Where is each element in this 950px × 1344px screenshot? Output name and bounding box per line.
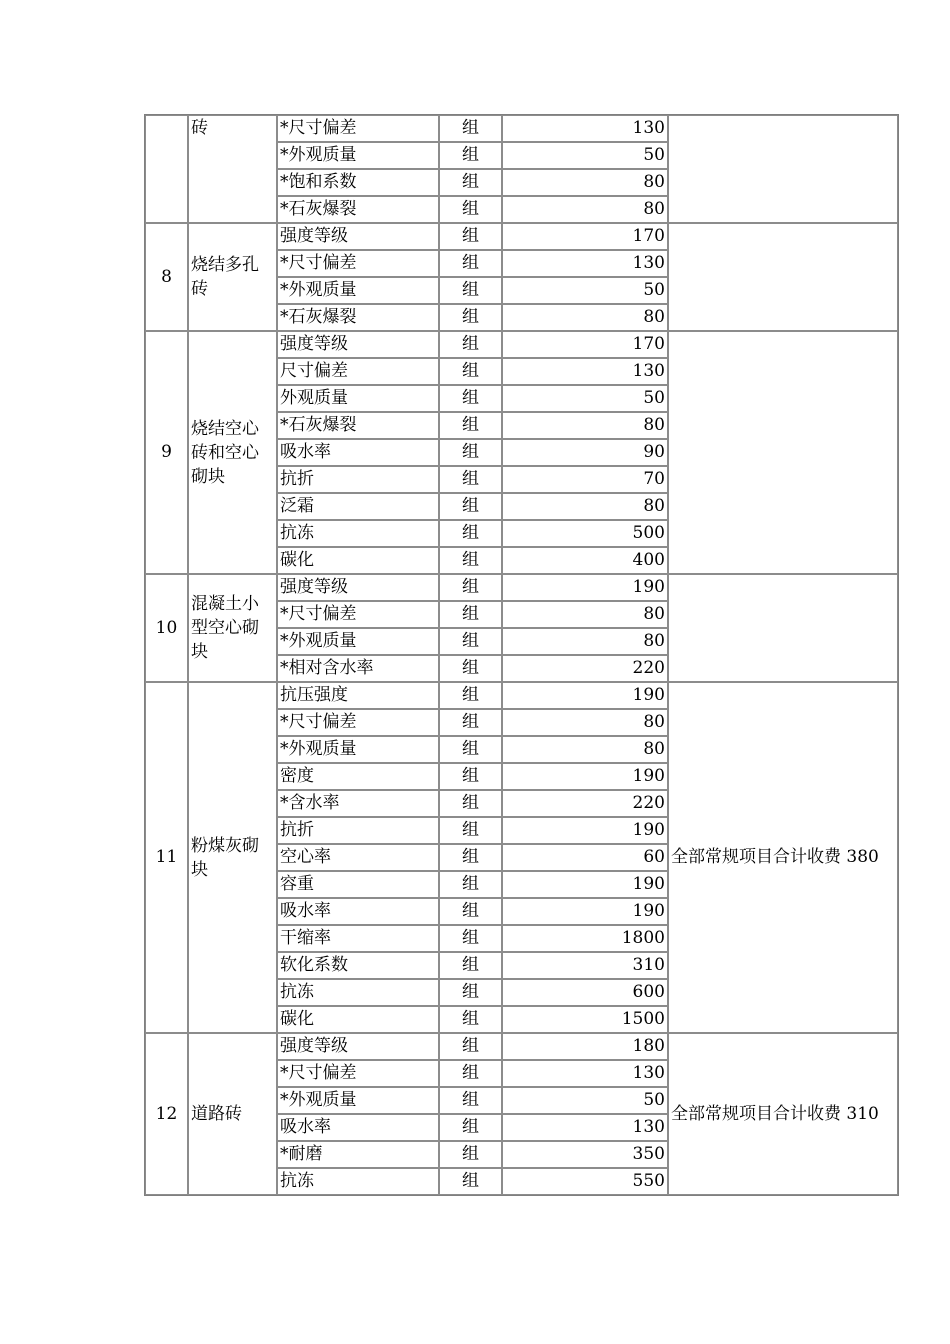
fee: 190 [502,871,668,898]
fee: 50 [502,385,668,412]
unit: 组 [439,412,502,439]
table-row [145,331,898,358]
fee: 350 [502,1141,668,1168]
fee: 80 [502,169,668,196]
test-item: *尺寸偏差 [277,250,439,277]
product-name: 烧结多孔砖 [188,223,277,331]
fee: 170 [502,331,668,358]
unit: 组 [439,871,502,898]
test-item: 抗折 [277,466,439,493]
unit: 组 [439,547,502,574]
table-row [145,1033,898,1060]
fee: 190 [502,574,668,601]
test-item: *石灰爆裂 [277,196,439,223]
remark [668,223,898,331]
unit: 组 [439,817,502,844]
fee: 130 [502,358,668,385]
fee: 190 [502,817,668,844]
remark: 全部常规项目合计收费 310 [668,1033,898,1195]
table-row [145,574,898,601]
test-item: *尺寸偏差 [277,1060,439,1087]
test-item: *石灰爆裂 [277,412,439,439]
group-number: 12 [145,1033,188,1195]
testing-fee-table [144,114,899,1196]
test-item: *相对含水率 [277,655,439,682]
fee: 130 [502,1060,668,1087]
unit: 组 [439,1033,502,1060]
unit: 组 [439,358,502,385]
unit: 组 [439,1114,502,1141]
fee: 400 [502,547,668,574]
fee: 220 [502,790,668,817]
test-item: 抗冻 [277,979,439,1006]
test-item: *外观质量 [277,628,439,655]
test-item: 尺寸偏差 [277,358,439,385]
unit: 组 [439,520,502,547]
test-item: *耐磨 [277,1141,439,1168]
fee: 80 [502,709,668,736]
unit: 组 [439,574,502,601]
test-item: 碳化 [277,547,439,574]
test-item: 泛霜 [277,493,439,520]
fee: 80 [502,493,668,520]
unit: 组 [439,1006,502,1033]
test-item: 强度等级 [277,1033,439,1060]
group-number: 9 [145,331,188,574]
unit: 组 [439,709,502,736]
test-item: *外观质量 [277,277,439,304]
unit: 组 [439,196,502,223]
unit: 组 [439,439,502,466]
unit: 组 [439,601,502,628]
unit: 组 [439,250,502,277]
test-item: 吸水率 [277,898,439,925]
table-row [145,682,898,709]
unit: 组 [439,385,502,412]
test-item: 软化系数 [277,952,439,979]
fee: 1500 [502,1006,668,1033]
fee: 80 [502,601,668,628]
test-item: *外观质量 [277,736,439,763]
test-item: *石灰爆裂 [277,304,439,331]
unit: 组 [439,142,502,169]
test-item: 强度等级 [277,331,439,358]
unit: 组 [439,979,502,1006]
unit: 组 [439,1060,502,1087]
test-item: 强度等级 [277,574,439,601]
remark: 全部常规项目合计收费 380 [668,682,898,1033]
fee: 60 [502,844,668,871]
product-name: 砖 [188,115,277,223]
fee: 130 [502,115,668,142]
test-item: 容重 [277,871,439,898]
fee: 50 [502,142,668,169]
remark [668,115,898,223]
fee: 70 [502,466,668,493]
test-item: 吸水率 [277,1114,439,1141]
unit: 组 [439,925,502,952]
fee: 80 [502,628,668,655]
fee: 500 [502,520,668,547]
table-row [145,223,898,250]
fee: 80 [502,196,668,223]
test-item: 干缩率 [277,925,439,952]
fee-table [144,114,897,1196]
unit: 组 [439,304,502,331]
fee: 190 [502,763,668,790]
fee: 80 [502,736,668,763]
fee: 80 [502,412,668,439]
remark [668,331,898,574]
fee: 90 [502,439,668,466]
group-number: 10 [145,574,188,682]
unit: 组 [439,736,502,763]
remark [668,574,898,682]
group-number [145,115,188,223]
test-item: 碳化 [277,1006,439,1033]
group-number: 8 [145,223,188,331]
test-item: 强度等级 [277,223,439,250]
fee: 130 [502,1114,668,1141]
unit: 组 [439,952,502,979]
unit: 组 [439,115,502,142]
fee: 50 [502,1087,668,1114]
product-name: 烧结空心砖和空心砌块 [188,331,277,574]
fee: 180 [502,1033,668,1060]
fee: 80 [502,304,668,331]
test-item: *饱和系数 [277,169,439,196]
unit: 组 [439,1087,502,1114]
fee: 1800 [502,925,668,952]
product-name: 粉煤灰砌块 [188,682,277,1033]
unit: 组 [439,331,502,358]
unit: 组 [439,682,502,709]
test-item: *外观质量 [277,142,439,169]
fee: 600 [502,979,668,1006]
unit: 组 [439,1141,502,1168]
group-number: 11 [145,682,188,1033]
test-item: 抗折 [277,817,439,844]
unit: 组 [439,655,502,682]
fee: 220 [502,655,668,682]
test-item: 抗冻 [277,520,439,547]
unit: 组 [439,223,502,250]
unit: 组 [439,628,502,655]
product-name: 道路砖 [188,1033,277,1195]
test-item: 外观质量 [277,385,439,412]
test-item: *尺寸偏差 [277,709,439,736]
unit: 组 [439,277,502,304]
test-item: *尺寸偏差 [277,115,439,142]
fee: 170 [502,223,668,250]
test-item: *外观质量 [277,1087,439,1114]
fee: 50 [502,277,668,304]
test-item: *尺寸偏差 [277,601,439,628]
fee: 310 [502,952,668,979]
test-item: 空心率 [277,844,439,871]
unit: 组 [439,466,502,493]
table-row [145,115,898,142]
test-item: *含水率 [277,790,439,817]
test-item: 吸水率 [277,439,439,466]
table-body [145,115,898,1195]
unit: 组 [439,790,502,817]
fee: 190 [502,682,668,709]
fee: 130 [502,250,668,277]
fee: 550 [502,1168,668,1195]
test-item: 抗冻 [277,1168,439,1195]
test-item: 密度 [277,763,439,790]
unit: 组 [439,844,502,871]
unit: 组 [439,763,502,790]
product-name: 混凝土小型空心砌块 [188,574,277,682]
unit: 组 [439,493,502,520]
fee: 190 [502,898,668,925]
unit: 组 [439,1168,502,1195]
unit: 组 [439,169,502,196]
test-item: 抗压强度 [277,682,439,709]
unit: 组 [439,898,502,925]
